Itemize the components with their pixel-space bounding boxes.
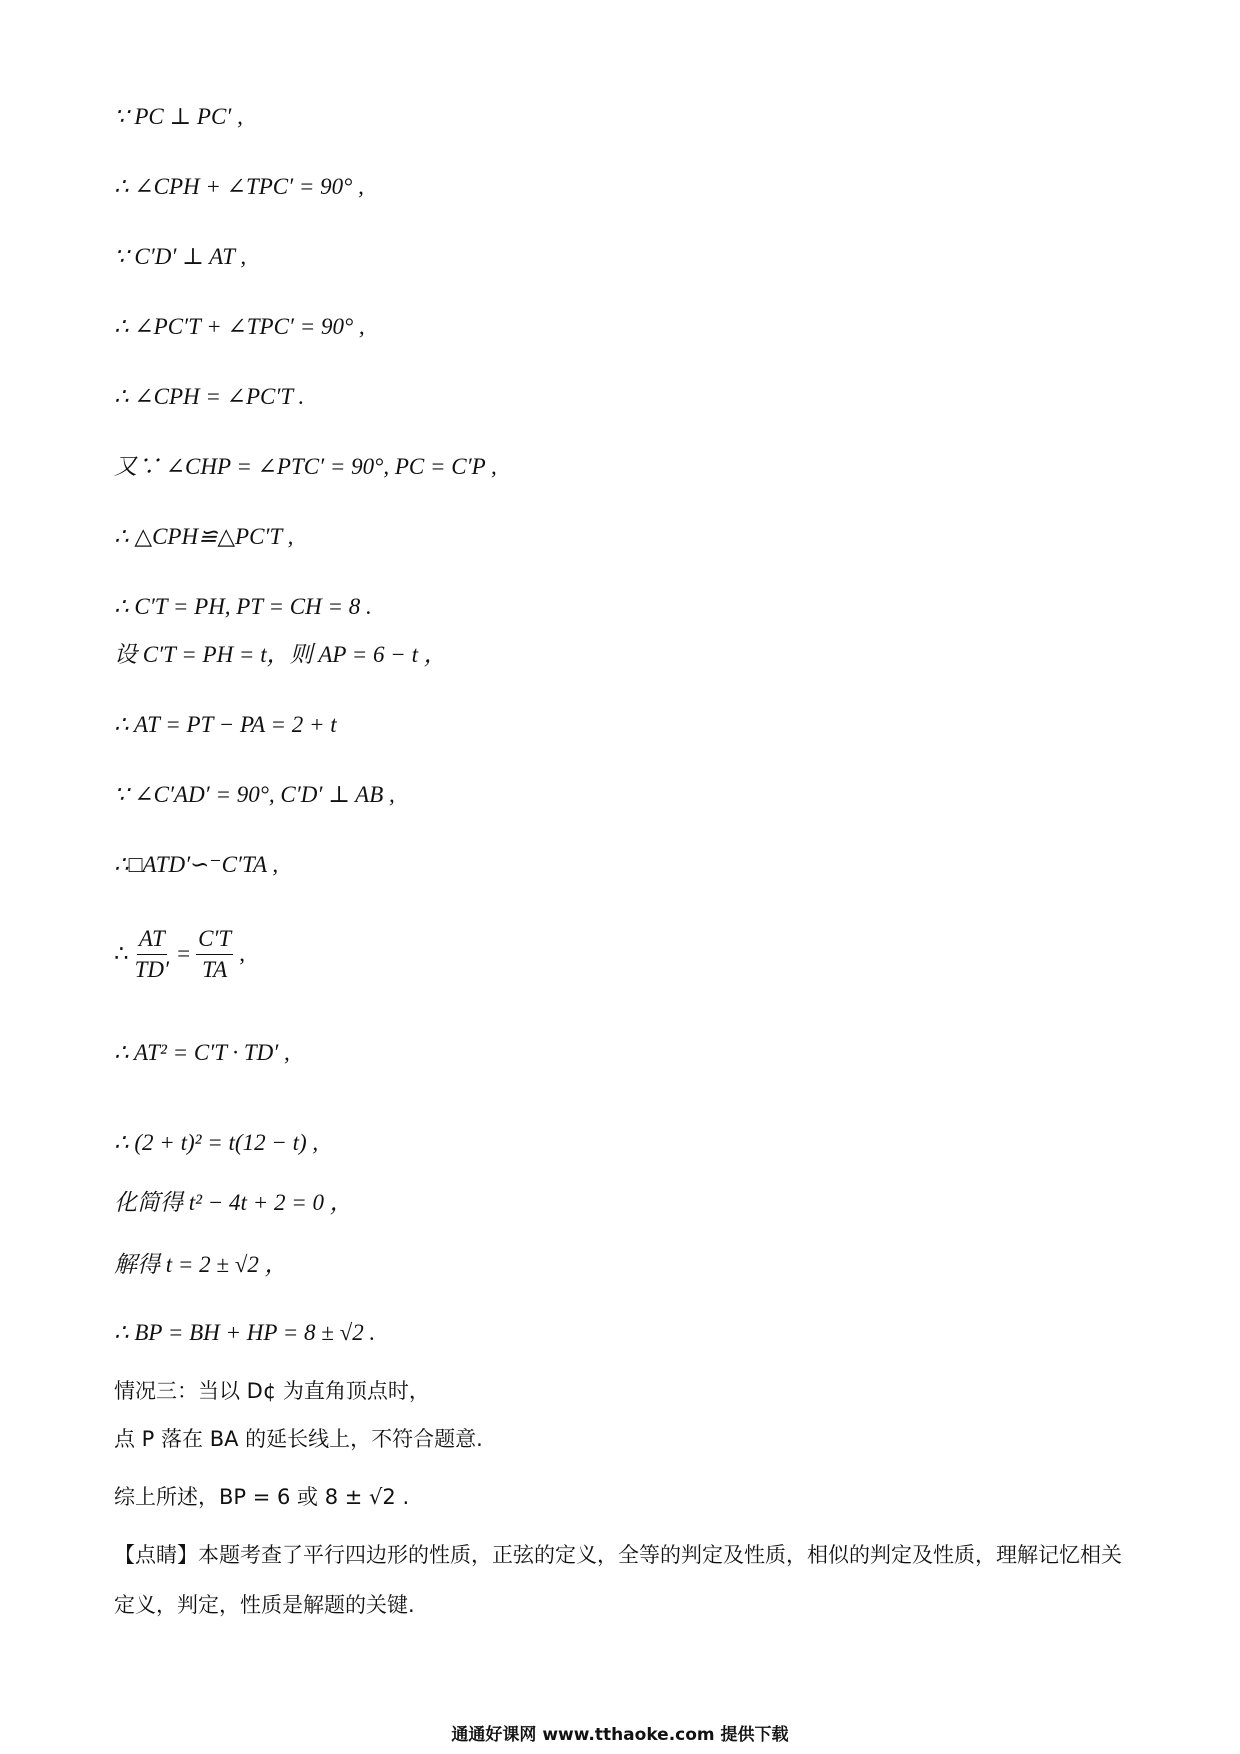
proof-line-8: ∴ C′T = PH, PT = CH = 8 . (114, 594, 372, 619)
proof-line-16: 解得 t = 2 ± √2 ， (114, 1252, 288, 1277)
proof-line-18: 情况三：当以 D¢ 为直角顶点时， (114, 1379, 430, 1403)
proof-line-14: ∴ (2 + t)² = t(12 − t) , (114, 1130, 319, 1155)
page-footer: 通通好课网 www.tthaoke.com 提供下载 (451, 1725, 789, 1745)
proof-line-10: ∴ AT = PT − PA = 2 + t (114, 712, 337, 737)
equals-sign: = (177, 941, 191, 966)
proof-line-9: 设 C′T = PH = t，则 AP = 6 − t ， (114, 642, 447, 667)
fraction-left (133, 925, 171, 984)
proof-line-15: 化简得 t² − 4t + 2 = 0 ， (114, 1190, 353, 1215)
fraction-right (196, 925, 233, 984)
proof-line-11: ∵ ∠C′AD′ = 90°, C′D′ ⊥ AB , (114, 782, 395, 807)
proof-line-7: ∴ △CPH≌△PC′T , (114, 524, 294, 549)
proof-line-5: ∴ ∠CPH = ∠PC′T . (114, 384, 305, 409)
therefore-symbol: ∴ (114, 941, 129, 967)
proof-line-20: 综上所述，BP = 6 或 8 ± √2 . (114, 1485, 410, 1509)
proof-line-2: ∴ ∠CPH + ∠TPC′ = 90° , (114, 174, 364, 199)
fraction-equation (114, 922, 247, 986)
fraction-left-denominator: TD′ (134, 956, 170, 982)
fraction-suffix: , (239, 941, 245, 966)
fraction-left-numerator: AT (137, 925, 167, 955)
remark-paragraph: 【点睛】本题考查了平行四边形的性质，正弦的定义，全等的判定及性质，相似的判定及性质，理解记忆相关定义，判定，性质是解题的关键. (114, 1543, 1122, 1617)
proof-line-19: 点 P 落在 BA 的延长线上，不符合题意. (114, 1427, 483, 1451)
proof-line-13: ∴ AT² = C′T · TD′ , (114, 1040, 290, 1065)
proof-line-1: ∵ PC ⊥ PC′ , (114, 104, 243, 129)
proof-line-17: ∴ BP = BH + HP = 8 ± √2 . (114, 1320, 376, 1345)
proof-line-12: ∴□ATD′∽⁻C′TA , (114, 852, 279, 877)
proof-line-3: ∵ C′D′ ⊥ AT , (114, 244, 247, 269)
fraction-right-numerator: C′T (196, 925, 233, 955)
proof-line-6: 又∵ ∠CHP = ∠PTC′ = 90°, PC = C′P , (114, 454, 497, 479)
proof-line-4: ∴ ∠PC′T + ∠TPC′ = 90° , (114, 314, 365, 339)
fraction-right-denominator: TA (202, 956, 228, 982)
